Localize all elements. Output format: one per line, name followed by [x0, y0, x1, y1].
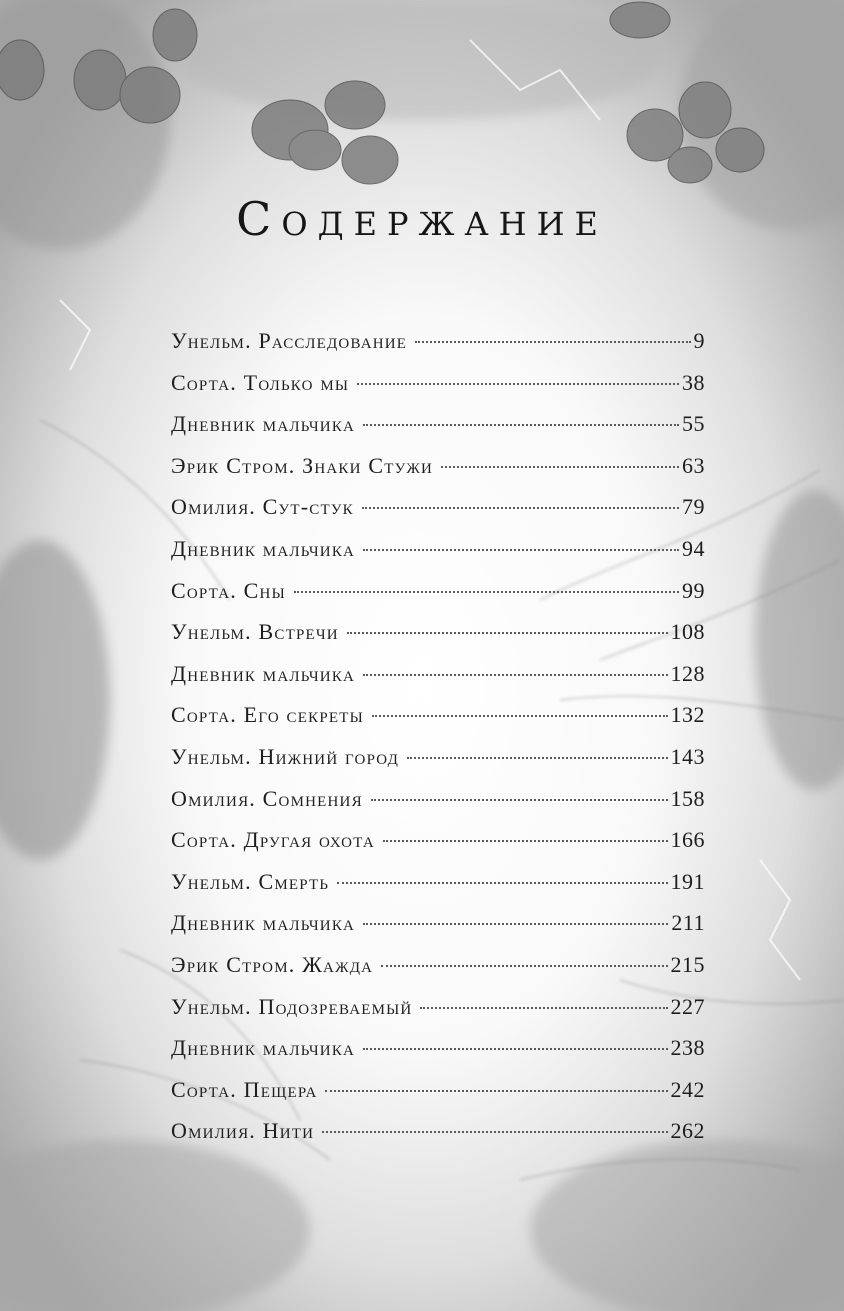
- toc-entry-page-number: 132: [670, 702, 705, 728]
- toc-entry-title: Дневник мальчика: [171, 1035, 356, 1061]
- toc-entry-title: Сорта. Сны: [171, 577, 286, 603]
- toc-entry-title: Омилия. Сомнения: [171, 785, 363, 811]
- toc-entry-page-number: 211: [671, 910, 705, 936]
- table-of-contents: [171, 328, 705, 1160]
- toc-entry-page-number: 94: [682, 535, 705, 561]
- dot-leader: [363, 674, 667, 676]
- toc-entry: [171, 1118, 705, 1160]
- toc-entry: [171, 702, 705, 744]
- dot-leader: [372, 715, 668, 717]
- dot-leader: [415, 341, 690, 343]
- toc-entry: [171, 411, 705, 453]
- toc-entry-title: Сорта. Только мы: [171, 369, 350, 395]
- toc-entry-title: Эрик Стром. Жажда: [171, 951, 374, 977]
- toc-entry-title: Дневник мальчика: [171, 910, 356, 936]
- dot-leader: [371, 799, 668, 801]
- toc-entry: [171, 1077, 705, 1119]
- toc-entry-page-number: 108: [670, 619, 705, 645]
- dot-leader: [363, 1048, 667, 1050]
- toc-entry-page-number: 166: [670, 827, 705, 853]
- toc-entry-page-number: 143: [670, 743, 705, 769]
- toc-entry-page-number: 79: [682, 494, 705, 520]
- toc-entry: [171, 619, 705, 661]
- toc-entry-page-number: 215: [670, 951, 705, 977]
- toc-entry: [171, 994, 705, 1036]
- toc-entry: [171, 370, 705, 412]
- dot-leader: [383, 840, 668, 842]
- toc-entry-page-number: 227: [670, 993, 705, 1019]
- toc-entry-page-number: 9: [693, 328, 705, 353]
- toc-entry-page-number: 99: [682, 577, 705, 603]
- toc-entry: [171, 744, 705, 786]
- toc-entry-title: Сорта. Пещера: [171, 1076, 318, 1102]
- toc-entry-title: Сорта. Его секреты: [171, 702, 364, 728]
- toc-entry: [171, 1035, 705, 1077]
- toc-entry: [171, 453, 705, 495]
- toc-entry-title: Унельм. Нижний город: [171, 743, 400, 769]
- toc-entry-title: Унельм. Подозреваемый: [171, 993, 413, 1019]
- toc-entry: [171, 328, 705, 370]
- toc-entry-title: Сорта. Другая охота: [171, 827, 375, 853]
- dot-leader: [362, 507, 679, 509]
- dot-leader: [357, 383, 679, 385]
- toc-entry: [171, 536, 705, 578]
- dot-leader: [407, 757, 667, 759]
- toc-entry-page-number: 63: [682, 452, 705, 478]
- toc-entry-page-number: 191: [670, 868, 705, 894]
- toc-entry-title: Дневник мальчика: [171, 411, 356, 437]
- toc-entry: [171, 910, 705, 952]
- toc-entry-page-number: 55: [682, 411, 705, 437]
- toc-entry: [171, 827, 705, 869]
- toc-entry-page-number: 262: [670, 1118, 705, 1144]
- toc-entry-title: Унельм. Встречи: [171, 619, 339, 645]
- dot-leader: [347, 632, 668, 634]
- toc-entry-page-number: 238: [670, 1035, 705, 1061]
- dot-leader: [363, 549, 679, 551]
- toc-entry-title: Унельм. Расследование: [171, 328, 408, 353]
- toc-entry-title: Дневник мальчика: [171, 535, 356, 561]
- page-title: Содержание: [236, 192, 608, 246]
- dot-leader: [441, 466, 679, 468]
- toc-entry-page-number: 158: [670, 785, 705, 811]
- dot-leader: [420, 1007, 667, 1009]
- toc-entry-title: Омилия. Нити: [171, 1118, 315, 1144]
- dot-leader: [363, 424, 679, 426]
- dot-leader: [325, 1090, 667, 1092]
- toc-entry-title: Дневник мальчика: [171, 660, 356, 686]
- dot-leader: [363, 923, 668, 925]
- toc-entry-title: Унельм. Смерть: [171, 868, 330, 894]
- toc-entry-page-number: 38: [682, 369, 705, 395]
- toc-entry: [171, 578, 705, 620]
- toc-entry-title: Омилия. Сут-стук: [171, 494, 354, 520]
- toc-entry-page-number: 242: [670, 1076, 705, 1102]
- toc-entry: [171, 869, 705, 911]
- dot-leader: [322, 1131, 667, 1133]
- toc-entry: [171, 952, 705, 994]
- dot-leader: [294, 591, 679, 593]
- toc-entry-title: Эрик Стром. Знаки Стужи: [171, 452, 434, 478]
- dot-leader: [337, 882, 667, 884]
- toc-entry: [171, 661, 705, 703]
- dot-leader: [381, 965, 667, 967]
- toc-entry: [171, 494, 705, 536]
- toc-entry-page-number: 128: [670, 660, 705, 686]
- toc-entry: [171, 786, 705, 828]
